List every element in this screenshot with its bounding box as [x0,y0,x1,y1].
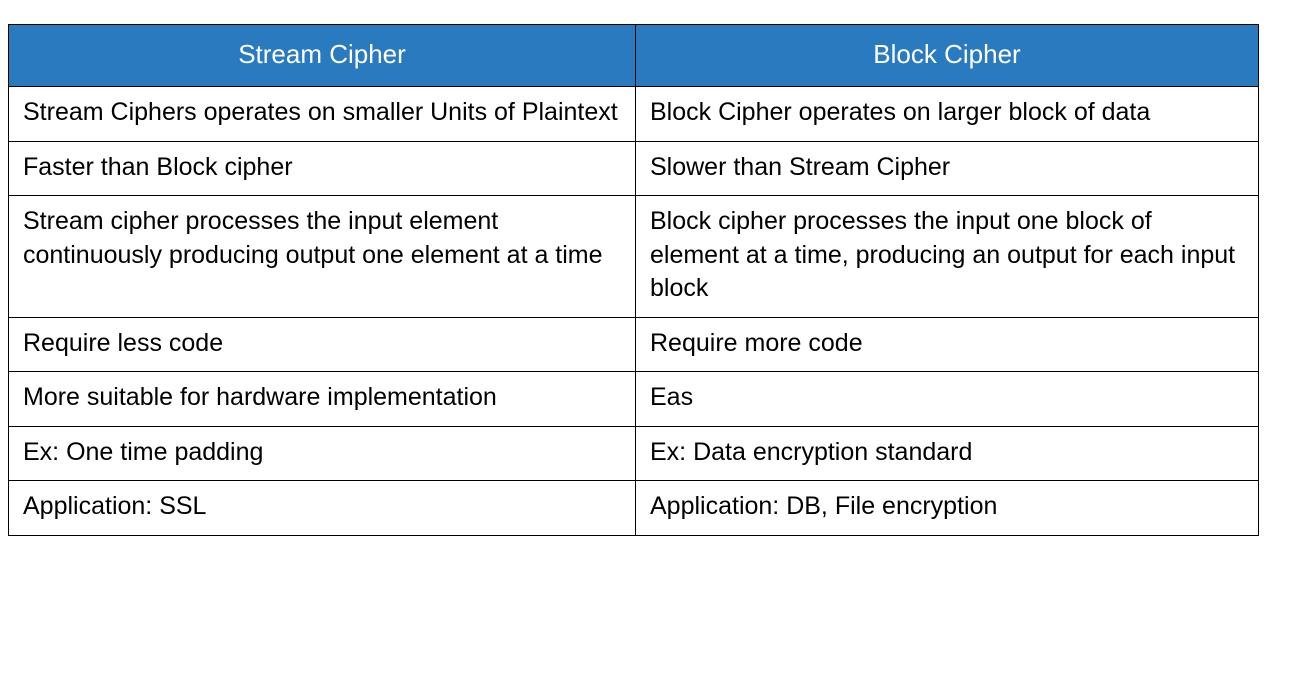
column-header-stream-cipher: Stream Cipher [9,25,636,87]
cell-stream: More suitable for hardware implementation [9,372,636,427]
table-row [9,372,1259,427]
cell-block: Eas [636,372,1259,427]
table-row [9,317,1259,372]
table-header-row [9,25,1259,87]
cell-block: Application: DB, File encryption [636,481,1259,536]
cell-stream: Ex: One time padding [9,426,636,481]
table-body [9,87,1259,536]
cell-stream: Require less code [9,317,636,372]
table-header [9,25,1259,87]
cell-stream: Stream cipher processes the input element continuously producing output one element at a time [9,196,636,318]
cell-stream: Faster than Block cipher [9,141,636,196]
cell-block: Block Cipher operates on larger block of data [636,87,1259,142]
cell-stream: Stream Ciphers operates on smaller Units of Plaintext [9,87,636,142]
cell-block: Require more code [636,317,1259,372]
cell-block: Block cipher processes the input one block of element at a time, producing an output for each input block [636,196,1259,318]
table-row [9,481,1259,536]
stream-vs-block-cipher-table [8,24,1259,536]
cell-stream: Application: SSL [9,481,636,536]
table-row [9,87,1259,142]
table-row [9,426,1259,481]
comparison-table-container [8,24,1258,536]
table-row [9,196,1259,318]
column-header-block-cipher: Block Cipher [636,25,1259,87]
cell-block: Slower than Stream Cipher [636,141,1259,196]
table-row [9,141,1259,196]
cell-block: Ex: Data encryption standard [636,426,1259,481]
